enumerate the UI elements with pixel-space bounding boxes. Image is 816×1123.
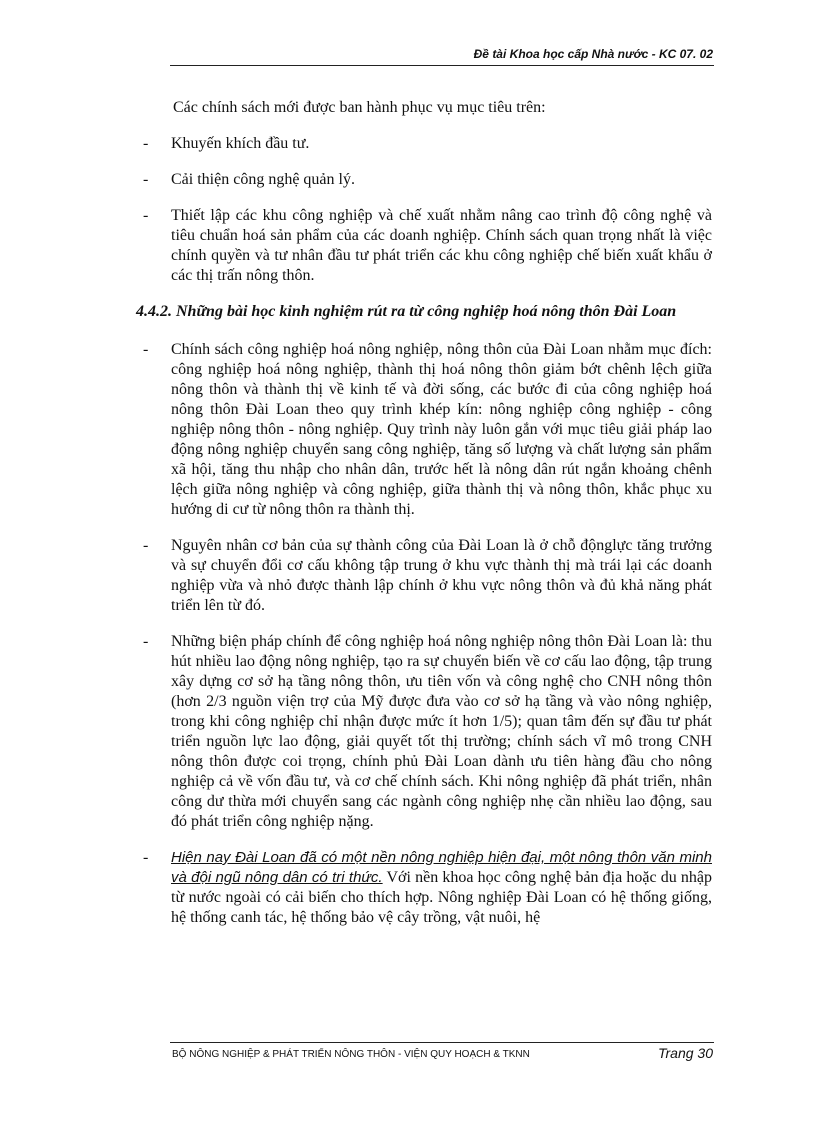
section-heading: 4.4.2. Những bài học kinh nghiệm rút ra từ công nghiệp hoá nông thôn Đài Loan: [136, 303, 677, 320]
emphasized-statement: Hiện nay Đài Loan đã có một nền nông nghiệp hiện đại, một nông thôn văn minh và đội ngũ nông dân có tri thức.: [171, 849, 712, 886]
bullet-dash: -: [143, 207, 149, 224]
bullet-dash: -: [143, 341, 149, 358]
running-header-title: Đề tài Khoa học cấp Nhà nước - KC 07. 02: [473, 47, 713, 61]
list-item-text: Chính sách công nghiệp hoá nông nghiệp, nông thôn của Đài Loan nhằm mục đích: công nghiệp hoá nông nghiệp, thành thị hoá nông thôn giảm bớt chênh lệch giữa nông thôn và thành thị về kinh tế và đời sống, các bước đi của công nghiệp hoá nông thôn Đài Loan theo quy trình khép kín: nông nghiệp công nghiệp - công nghiệp nông thôn - nông nghiệp. Quy trình này luôn gắn với mục tiêu giải pháp lao động nông nghiệp chuyển sang công nghiệp, tăng số lượng và chất lượng sản phẩm xã hội, tăng thu nhập cho nhân dân, trước hết là nông dân rút ngắn khoảng chênh lệch giữa nông nghiệp và công nghiệp, giữa thành thị và nông thôn, khắc phục xu hướng di cư từ nông thôn ra thành thị.: [171, 341, 712, 518]
list-item-text: Thiết lập các khu công nghiệp và chế xuất nhằm nâng cao trình độ công nghệ và tiêu chuẩn hoá sản phẩm của các doanh nghiệp. Chính sách quan trọng nhất là việc chính quyền và tư nhân đầu tư phát triển các khu công nghiệp chế biến xuất khẩu ở các thị trấn nông thôn.: [171, 207, 712, 284]
policy-list: [136, 134, 712, 286]
page-number: Trang 30: [658, 1045, 713, 1061]
list-item: [136, 340, 712, 520]
header-divider: [170, 65, 714, 66]
bullet-dash: -: [143, 633, 149, 650]
lessons-list: [136, 340, 712, 928]
page-body: [136, 98, 712, 944]
list-item: [136, 632, 712, 832]
list-item: [136, 170, 712, 190]
intro-paragraph: Các chính sách mới được ban hành phục vụ mục tiêu trên:: [173, 99, 546, 116]
list-item-text: [171, 849, 712, 926]
bullet-dash: -: [143, 537, 149, 554]
footer-divider: [170, 1042, 714, 1043]
bullet-dash: -: [143, 171, 149, 188]
list-item: [136, 848, 712, 928]
footer-organization: BỘ NÔNG NGHIỆP & PHÁT TRIỂN NÔNG THÔN - VIỆN QUY HOẠCH & TKNN: [172, 1049, 530, 1060]
list-item-text: Khuyến khích đầu tư.: [171, 135, 310, 152]
statement-continuation: Với nền khoa học công nghệ bản địa hoặc du nhập từ nước ngoài có cải biến cho thích hợp. Nông nghiệp Đài Loan có hệ thống giống, hệ thống canh tác, hệ thống bảo vệ cây trồng, vật nuôi, hệ: [171, 869, 712, 926]
list-item: [136, 536, 712, 616]
bullet-dash: -: [143, 135, 149, 152]
list-item-text: Cải thiện công nghệ quản lý.: [171, 171, 355, 188]
list-item-text: Những biện pháp chính để công nghiệp hoá nông nghiệp nông thôn Đài Loan là: thu hút nhiều lao động nông nghiệp, tạo ra sự chuyển biến về cơ cấu lao động, tập trung xây dựng cơ sở hạ tầng nông thôn, ưu tiên vốn và công nghệ cho CNH nông thôn (hơn 2/3 nguồn viện trợ của Mỹ được đưa vào cơ sở hạ tầng và vào nông nghiệp, trong khi công nghiệp chỉ nhận được mức ít hơn 1/5); quan tâm đến sự đầu tư phát triển nguồn lực lao động, giải quyết tốt thị trường; chính sách vĩ mô trong CNH nông thôn được coi trọng, chính phủ Đài Loan dành ưu tiên hàng đầu cho nông nghiệp cả về vốn đầu tư, và cơ chế chính sách. Khi nông nghiệp đã phát triển, nhân công dư thừa mới chuyển sang các ngành công nghiệp nhẹ cần nhiều lao động, sau đó phát triển công nghiệp nặng.: [171, 633, 712, 830]
list-item-text: Nguyên nhân cơ bản của sự thành công của Đài Loan là ở chỗ độnglực tăng trưởng và sự chuyển đổi cơ cấu không tập trung ở khu vực thành thị mà trái lại các doanh nghiệp vừa và nhỏ được thành lập chính ở khu vực nông thôn và đủ khả năng phát triển lên từ đó.: [171, 537, 712, 614]
list-item: [136, 134, 712, 154]
list-item: [136, 206, 712, 286]
bullet-dash: -: [143, 849, 149, 866]
